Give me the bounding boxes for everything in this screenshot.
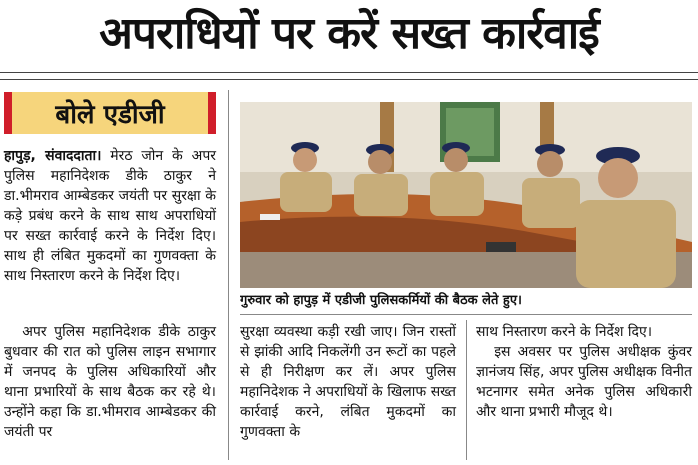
column-rule-1: [228, 90, 229, 460]
column-2-paragraph: सुरक्षा व्यवस्था कड़ी रखी जाए। जिन रास्तों से झांकी आदि निकलेंगी उन रूटों का पहले से ही निरीक्षण कर लें। अपर पुलिस महानिदेशक ने अपराधियों के खिलाफ सख्त कार्रवाई करने, लंबित मुकदमों का गुणवक्ता के: [240, 324, 456, 440]
kicker-label: बोले एडीजी: [55, 100, 165, 130]
column-3-body: [476, 322, 692, 422]
kicker-box: [4, 92, 216, 134]
lead-paragraph: [4, 146, 216, 286]
lead-column: [4, 146, 216, 286]
caption-rule: [240, 314, 692, 315]
dateline: हापुड़, संवाददाता।: [4, 148, 102, 164]
headline-rule: [0, 72, 698, 80]
lead-text: मेरठ जोन के अपर पुलिस महानिदेशक डीके ठाकुर ने डा.भीमराव आम्बेडकर जयंती पर सुरक्षा के कड़े प्रबंध करने के साथ साथ अपराधियों पर सख्त कार्रवाई करने के निर्देश दिए। साथ ही लंबित मुकदमों का गुणवक्ता के साथ निस्तारण करने के निर्देश दिए।: [4, 148, 216, 284]
column-rule-2: [466, 320, 467, 460]
kicker-bar-right: [208, 92, 216, 134]
meeting-photo-image: [240, 102, 692, 288]
column-1-paragraph-2: अपर पुलिस महानिदेशक डीके ठाकुर बुधवार की रात को पुलिस लाइन सभागार में जनपद के पुलिस अधिकारियों और थाना प्रभारियों के साथ बैठक कर रहे थे। उन्होंने कहा कि डा.भीमराव आम्बेडकर की जयंती पर: [4, 324, 216, 440]
headline: अपराधियों पर करें सख्त कार्रवाई: [99, 8, 599, 59]
photo-caption: गुरुवार को हापुड़ में एडीजी पुलिसकर्मियों की बैठक लेते हुए।: [240, 293, 522, 308]
column-3-paragraph-1: साथ निस्तारण करने के निर्देश दिए।: [476, 324, 653, 340]
column-3-paragraph-2: इस अवसर पर पुलिस अधीक्षक कुंवर ज्ञानंजय सिंह, अपर पुलिस अधीक्षक विनीत भटनागर समेत अनेक पुलिस अधिकारी और थाना प्रभारी मौजूद थे।: [476, 344, 692, 420]
meeting-photo: [240, 102, 692, 288]
kicker-bar-left: [4, 92, 12, 134]
column-2-body: [240, 322, 456, 442]
column-1-body: [4, 322, 216, 442]
